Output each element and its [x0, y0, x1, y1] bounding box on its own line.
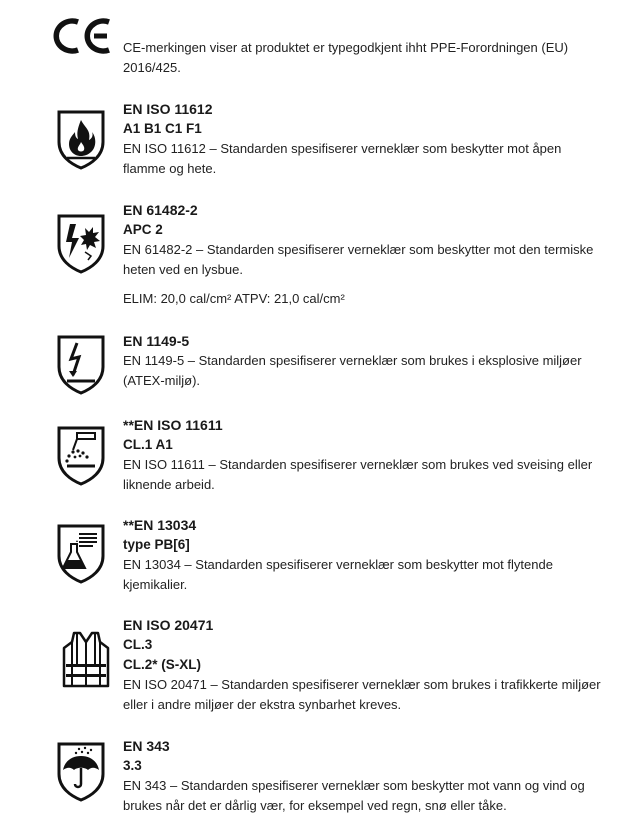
standard-class: type PB[6]	[123, 537, 190, 552]
high-visibility-vest-icon	[60, 630, 112, 688]
arc-rating-values: ELIM: 20,0 cal/cm² ATPV: 21,0 cal/cm²	[123, 291, 345, 306]
ce-mark-icon	[52, 17, 114, 55]
standard-description: EN 1149-5 – Standarden spesifiserer verneklær som brukes i eksplosive miljøer (ATEX-miljø).	[123, 353, 582, 388]
ce-description: CE-merkingen viser at produktet er typegodkjent ihht PPE-Forordningen (EU) 2016/425.	[123, 40, 569, 75]
standard-class: CL.3	[123, 637, 153, 652]
standard-class: A1 B1 C1 F1	[123, 121, 202, 136]
standard-title: EN 61482-2	[123, 202, 198, 218]
standard-class: 3.3	[123, 758, 142, 773]
chemical-shield-icon	[55, 522, 107, 584]
standard-description: EN 343 – Standarden spesifiserer verneklær som beskytter mot vann og vind og brukes når det er dårlig vær, for eksempel ved regn, snø eller tåke.	[123, 778, 585, 813]
standard-title: EN ISO 11612	[123, 101, 213, 117]
standard-description: EN 61482-2 – Standarden spesifiserer verneklær som beskytter mot den termiske heten ved en lysbue.	[123, 242, 594, 277]
flame-shield-icon	[55, 108, 107, 170]
standard-title: EN 343	[123, 738, 170, 754]
electric-arc-shield-icon	[55, 212, 107, 274]
standard-title: EN ISO 20471	[123, 617, 214, 633]
standard-title: EN 1149-5	[123, 333, 190, 349]
standard-description: EN ISO 11611 – Standarden spesifiserer verneklær som brukes ved sveising eller liknende arbeid.	[123, 457, 593, 492]
standard-description: EN 13034 – Standarden spesifiserer verneklær som beskytter mot flytende kjemikalier.	[123, 557, 553, 592]
standard-description: EN ISO 11612 – Standarden spesifiserer verneklær som beskytter mot åpen flamme og hete.	[123, 141, 562, 176]
rain-umbrella-shield-icon	[55, 740, 107, 802]
standard-description: EN ISO 20471 – Standarden spesifiserer verneklær som brukes i trafikkerte miljøer eller i andre miljøer der ekstra synbarhet kreves.	[123, 677, 601, 712]
antistatic-shield-icon	[55, 333, 107, 395]
standard-title: **EN 13034	[123, 517, 197, 533]
standard-class: CL.1 A1	[123, 437, 173, 452]
standard-class: APC 2	[123, 222, 163, 237]
standard-class: CL.2* (S-XL)	[123, 657, 202, 672]
welding-shield-icon	[55, 424, 107, 486]
standard-title: **EN ISO 11611	[123, 417, 223, 433]
